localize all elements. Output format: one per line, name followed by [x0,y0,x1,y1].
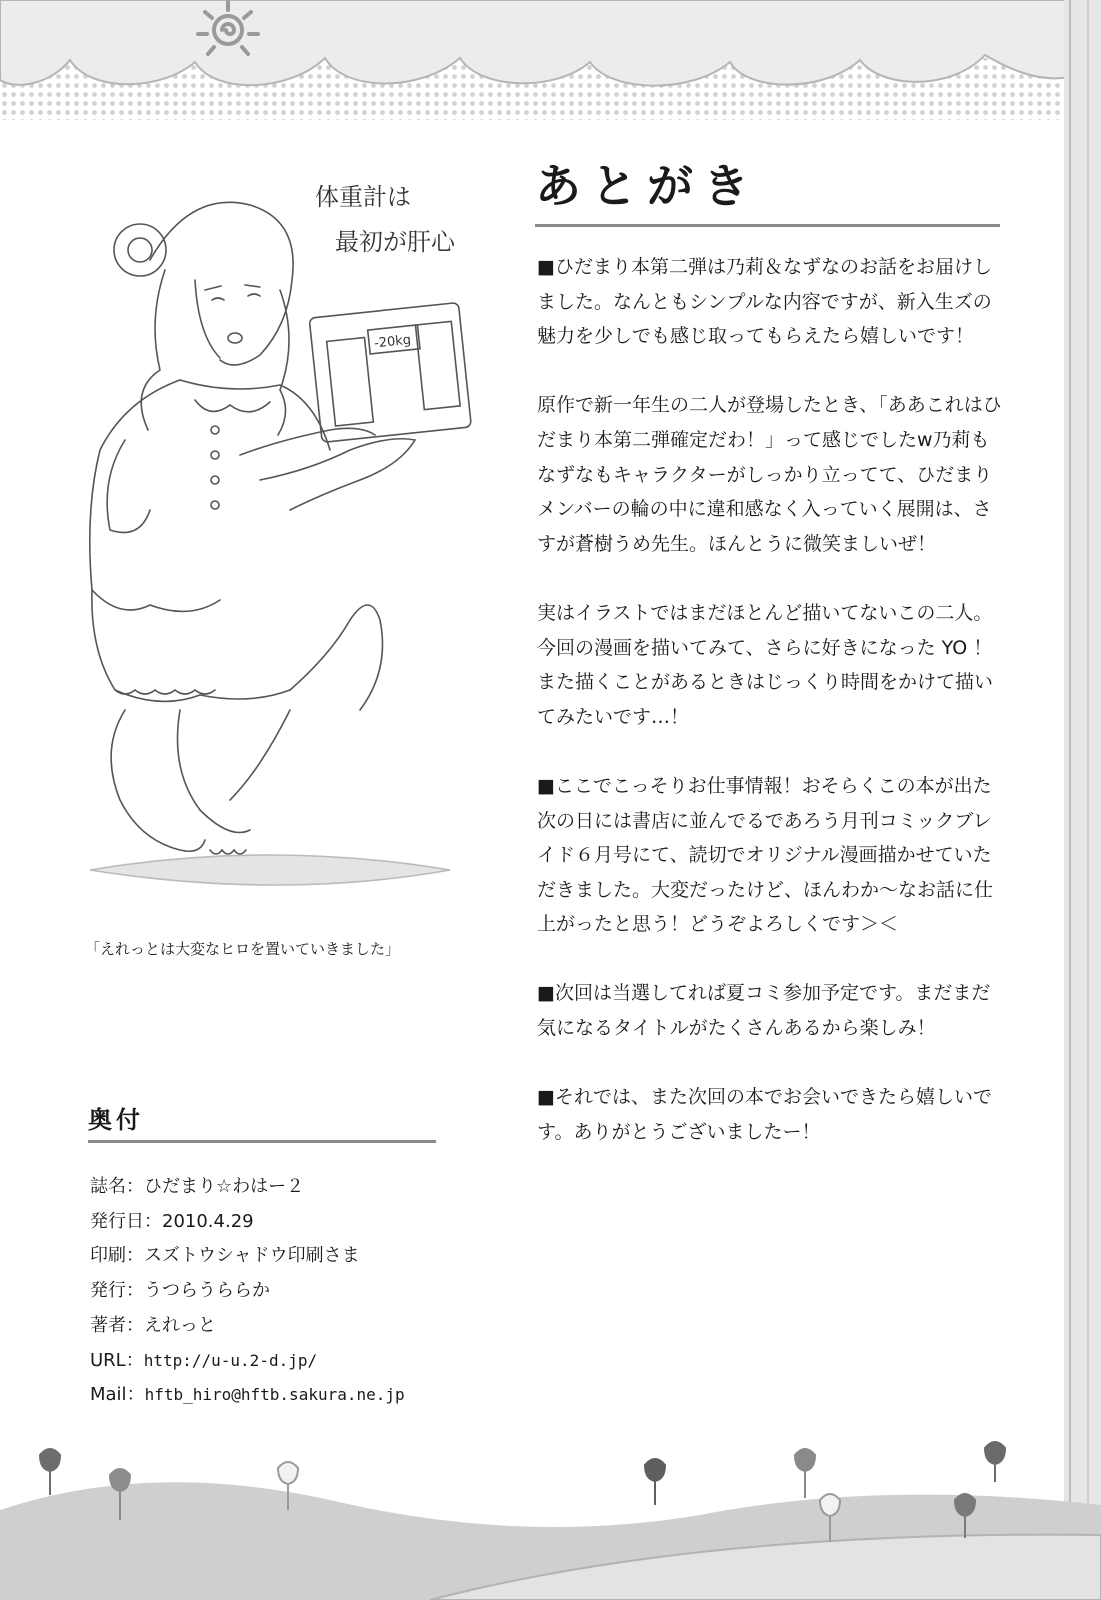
afterword-paragraph: 原作で新一年生の二人が登場したとき、「ああこれはひだまり本第二弾確定だわ！」って感じでしたw乃莉もなずなもキャラクターがしっかり立ってて、ひだまりメンバーの輪の中に違和感なく入っていく展開は、さすが蒼樹うめ先生。ほんとうに微笑ましいぜ！ [537,394,1002,555]
colophon-item-publisher: 発行：うつらうららか [90,1280,270,1302]
page-edge-strip [1064,0,1101,1600]
afterword-title: あとがき [535,159,759,213]
tulip-icon [985,1442,1005,1482]
email-link[interactable]: hftb_hiro@hftb.sakura.ne.jp [144,1385,405,1405]
afterword-paragraph: ■ひだまり本第二弾は乃莉＆なずなのお話をお届けしました。なんともシンプルな内容ですが、新入生ズの魅力を少しでも感じ取ってもらえたら嬉しいです！ [537,256,992,348]
colophon-item-printer: 印刷：スズトウシャドウ印刷さま [90,1245,360,1267]
character-sketch-illustration [30,150,510,910]
colophon-item-title: 誌名：ひだまり☆わはー２ [90,1176,305,1197]
colophon-item-date: 発行日：2010.4.29 [90,1210,254,1232]
colophon-list [90,1170,405,1413]
footer-hill-decoration [0,1420,1101,1600]
afterword-paragraph: ■ここでこっそりお仕事情報！おそらくこの本が出た次の日には書店に並んでるであろう月刊コミックブレイド６月号にて、読切でオリジナル漫画描かせていただきました。大変だったけど、ほんわか～なお話に仕上がったと思う！どうぞよろしくです＞＜ [537,774,994,936]
colophon-title: 奥付 [88,1106,144,1134]
colophon-item-url: URL：http://u-u.2-d.jp/ [90,1349,318,1371]
handwritten-note-line2: 最初が肝心 [335,228,455,256]
tulip-icon [795,1449,815,1498]
afterword-divider [535,224,1000,227]
tulip-icon [645,1459,665,1505]
url-link[interactable]: http://u-u.2-d.jp/ [143,1350,318,1370]
header-cloud-decoration [0,0,1101,135]
handwritten-note-line1: 体重計は [315,183,411,211]
colophon-divider [88,1140,436,1143]
colophon-item-author: 著者：えれっと [90,1314,216,1336]
colophon-item-mail: Mail：hftb_hiro@hftb.sakura.ne.jp [90,1384,405,1406]
illustration-caption: 「えれっとは大変なヒロを置いていきました」 [85,940,401,958]
afterword-paragraph: ■次回は当選してれば夏コミ参加予定です。まだまだ気になるタイトルがたくさんあるから楽しみ！ [537,982,991,1040]
afterword-paragraph: ■それでは、また次回の本でお会いできたら嬉しいです。ありがとうございましたー！ [537,1086,992,1143]
afterword-body [537,250,1007,1184]
scale-reading: -20kg [373,332,412,352]
afterword-paragraph: 実はイラストではまだほとんど描いてないこの二人。今回の漫画を描いてみて、さらに好きになった YO ！また描くことがあるときはじっくり時間をかけて描いてみたいです…！ [537,601,994,728]
tulip-icon [40,1449,60,1495]
